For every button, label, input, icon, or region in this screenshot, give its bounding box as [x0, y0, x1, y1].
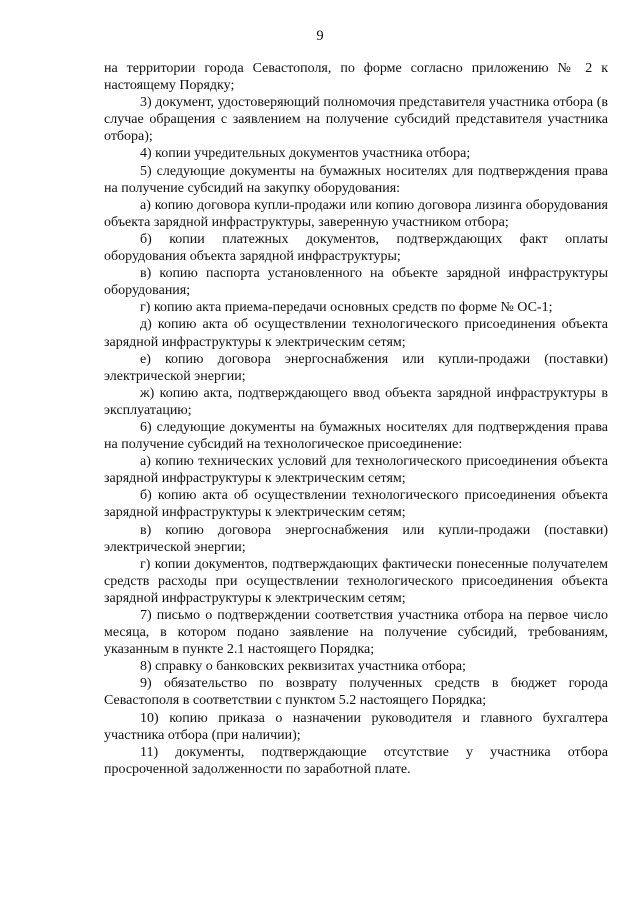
paragraph-item-6v: в) копию договора энергоснабжения или купли-продажи (поставки) электрической энергии; — [104, 522, 608, 555]
paragraph-item-6a: а) копию технических условий для технологического присоединения объекта зарядной инфраструктуры к электрическим сетям; — [104, 454, 608, 487]
paragraph-item-6: 6) следующие документы на бумажных носителях для подтверждения права на получение субсидий на технологическое присоединение: — [104, 419, 608, 453]
paragraph-item-5e: е) копию договора энергоснабжения или купли-продажи (поставки) электрической энергии; — [104, 351, 608, 384]
paragraph-item-5v: в) копию паспорта установленного на объекте зарядной инфраструктуры оборудования; — [104, 266, 608, 299]
paragraph-continuation: на территории города Севастополя, по форме согласно приложению № 2 к настоящему Порядку; — [104, 61, 608, 94]
page-number: 9 — [316, 28, 324, 44]
paragraph-item-5d: д) копию акта об осуществлении технологического присоединения объекта зарядной инфраструктуры к электрическим сетям; — [104, 317, 608, 350]
paragraph-item-7: 7) письмо о подтверждении соответствия участника отбора на первое число месяца, в котором подано заявление на получение субсидий, требованиям, указанным в пункте 2.1 настоящего Порядка; — [104, 608, 608, 658]
paragraph-item-4: 4) копии учредительных документов участника отбора; — [140, 146, 471, 162]
paragraph-item-3: 3) документ, удостоверяющий полномочия представителя участника отбора (в случае обращения с заявлением на получение субсидий представителя участника отбора); — [104, 95, 608, 145]
paragraph-item-5b: б) копии платежных документов, подтверждающих факт оплаты оборудования объекта зарядной инфраструктуры; — [104, 231, 608, 265]
paragraph-item-11: 11) документы, подтверждающие отсутствие у участника отбора просроченной задолженности по заработной плате. — [104, 744, 608, 777]
paragraph-item-5g: г) копию акта приема-передачи основных средств по форме № ОС-1; — [140, 300, 553, 316]
paragraph-item-5a: а) копию договора купли-продажи или копию договора лизинга оборудования объекта зарядной инфраструктуры, заверенную участником отбора; — [104, 197, 608, 230]
paragraph-item-10: 10) копию приказа о назначении руководителя и главного бухгалтера участника отбора (при наличии); — [104, 710, 608, 743]
paragraph-item-6b: б) копию акта об осуществлении технологического присоединения объекта зарядной инфраструктуры к электрическим сетям; — [104, 488, 608, 521]
paragraph-item-5zh: ж) копию акта, подтверждающего ввод объекта зарядной инфраструктуры в эксплуатацию; — [104, 385, 608, 418]
paragraph-item-5: 5) следующие документы на бумажных носителях для подтверждения права на получение субсидий на закупку оборудования: — [104, 163, 608, 196]
document-body — [104, 60, 608, 778]
paragraph-item-6g: г) копии документов, подтверждающих фактически понесенные получателем средств расходы при осуществлении технологического присоединения объекта зарядной инфраструктуры к электрическим сетям; — [104, 556, 608, 606]
paragraph-item-9: 9) обязательство по возврату полученных средств в бюджет города Севастополя в соответствии с пунктом 5.2 настоящего Порядка; — [104, 676, 608, 709]
paragraph-item-8: 8) справку о банковских реквизитах участника отбора; — [140, 659, 466, 675]
